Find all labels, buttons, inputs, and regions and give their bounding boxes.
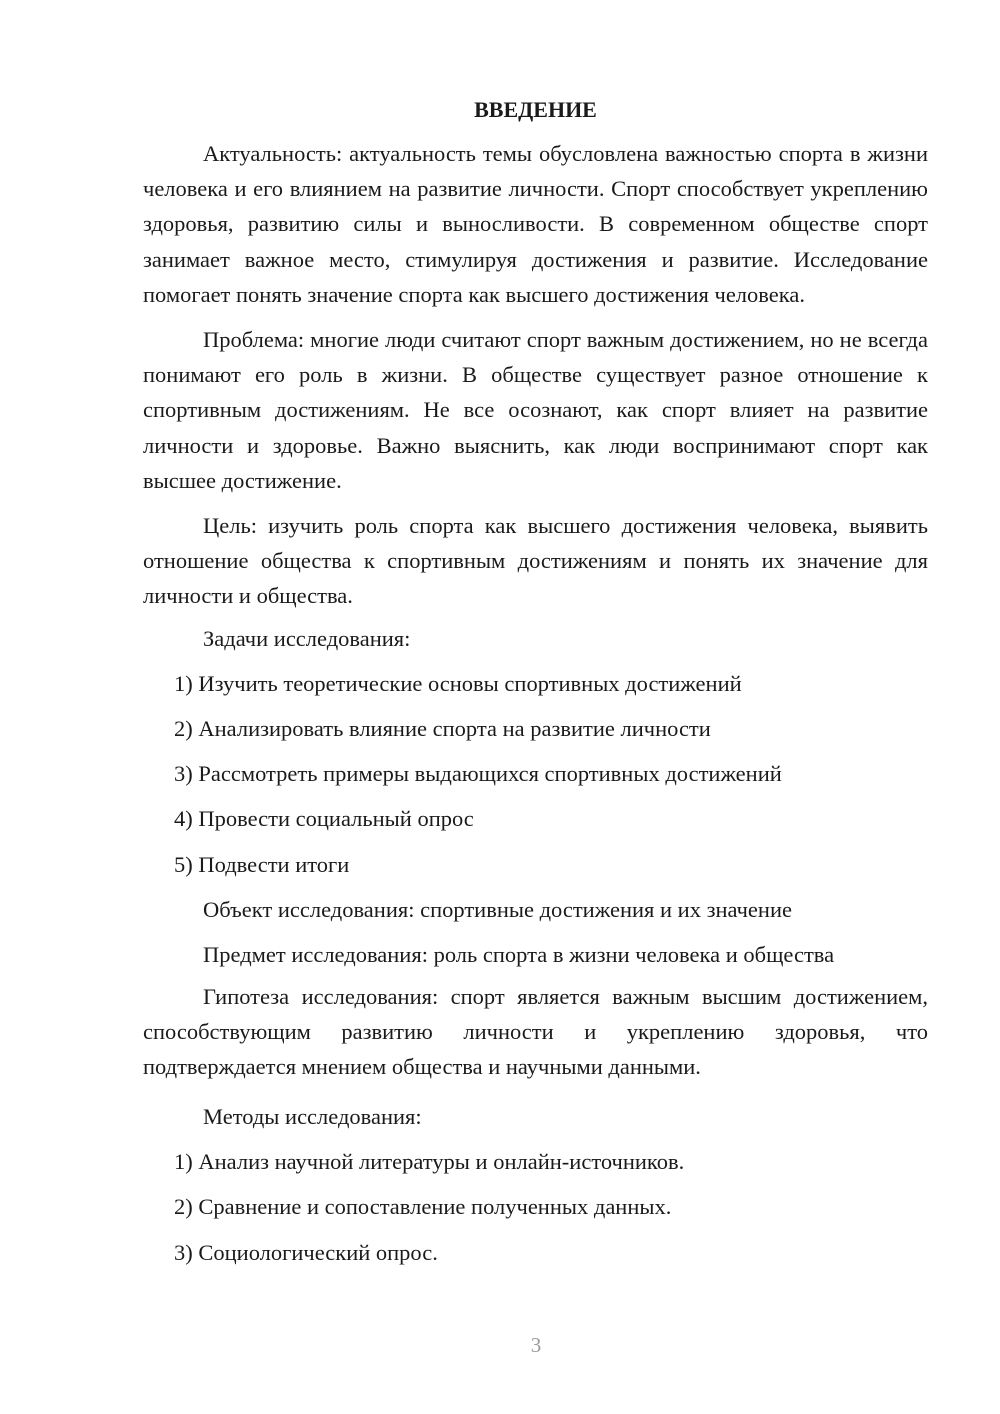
relevance-paragraph: Актуальность: актуальность темы обусловлена важностью спорта в жизни человека и его влиянием на развитие личности. Спорт способствует укреплению здоровья, развитию силы и выносливости. В современном обществе спорт занимает важное место, стимулируя достижения и развитие. Исследование помогает понять значение спорта как высшего достижения человека.	[143, 141, 928, 307]
method-item: 3) Социологический опрос.	[174, 1239, 438, 1265]
goal-paragraph: Цель: изучить роль спорта как высшего достижения человека, выявить отношение общества к спортивным достижениям и понять их значение для личности и общества.	[143, 513, 928, 609]
page-number: 3	[530, 1333, 542, 1357]
tasks-heading: Задачи исследования:	[203, 625, 411, 651]
problem-paragraph: Проблема: многие люди считают спорт важным достижением, но не всегда понимают его роль в жизни. В обществе существует разное отношение к спортивным достижениям. Не все осознают, как спорт влияет на развитие личности и здоровье. Важно выяснить, как люди воспринимают спорт как высшее достижение.	[143, 327, 928, 493]
section-title: ВВЕДЕНИЕ	[474, 97, 597, 122]
research-subject: Предмет исследования: роль спорта в жизни человека и общества	[203, 942, 835, 968]
methods-heading: Методы исследования:	[203, 1104, 422, 1130]
document-body	[143, 92, 928, 1275]
task-item: 1) Изучить теоретические основы спортивных достижений	[174, 670, 742, 696]
task-item: 4) Провести социальный опрос	[174, 806, 474, 832]
research-object: Объект исследования: спортивные достижения и их значение	[203, 896, 792, 922]
task-item: 5) Подвести итоги	[174, 851, 350, 877]
hypothesis-paragraph: Гипотеза исследования: спорт является важным высшим достижением, способствующим развитию личности и укреплению здоровья, что подтверждается мнением общества и научными данными.	[143, 984, 928, 1080]
method-item: 1) Анализ научной литературы и онлайн-источников.	[174, 1149, 685, 1175]
task-item: 2) Анализировать влияние спорта на развитие личности	[174, 716, 711, 742]
method-item: 2) Сравнение и сопоставление полученных данных.	[174, 1194, 672, 1220]
task-item: 3) Рассмотреть примеры выдающихся спортивных достижений	[174, 761, 782, 787]
